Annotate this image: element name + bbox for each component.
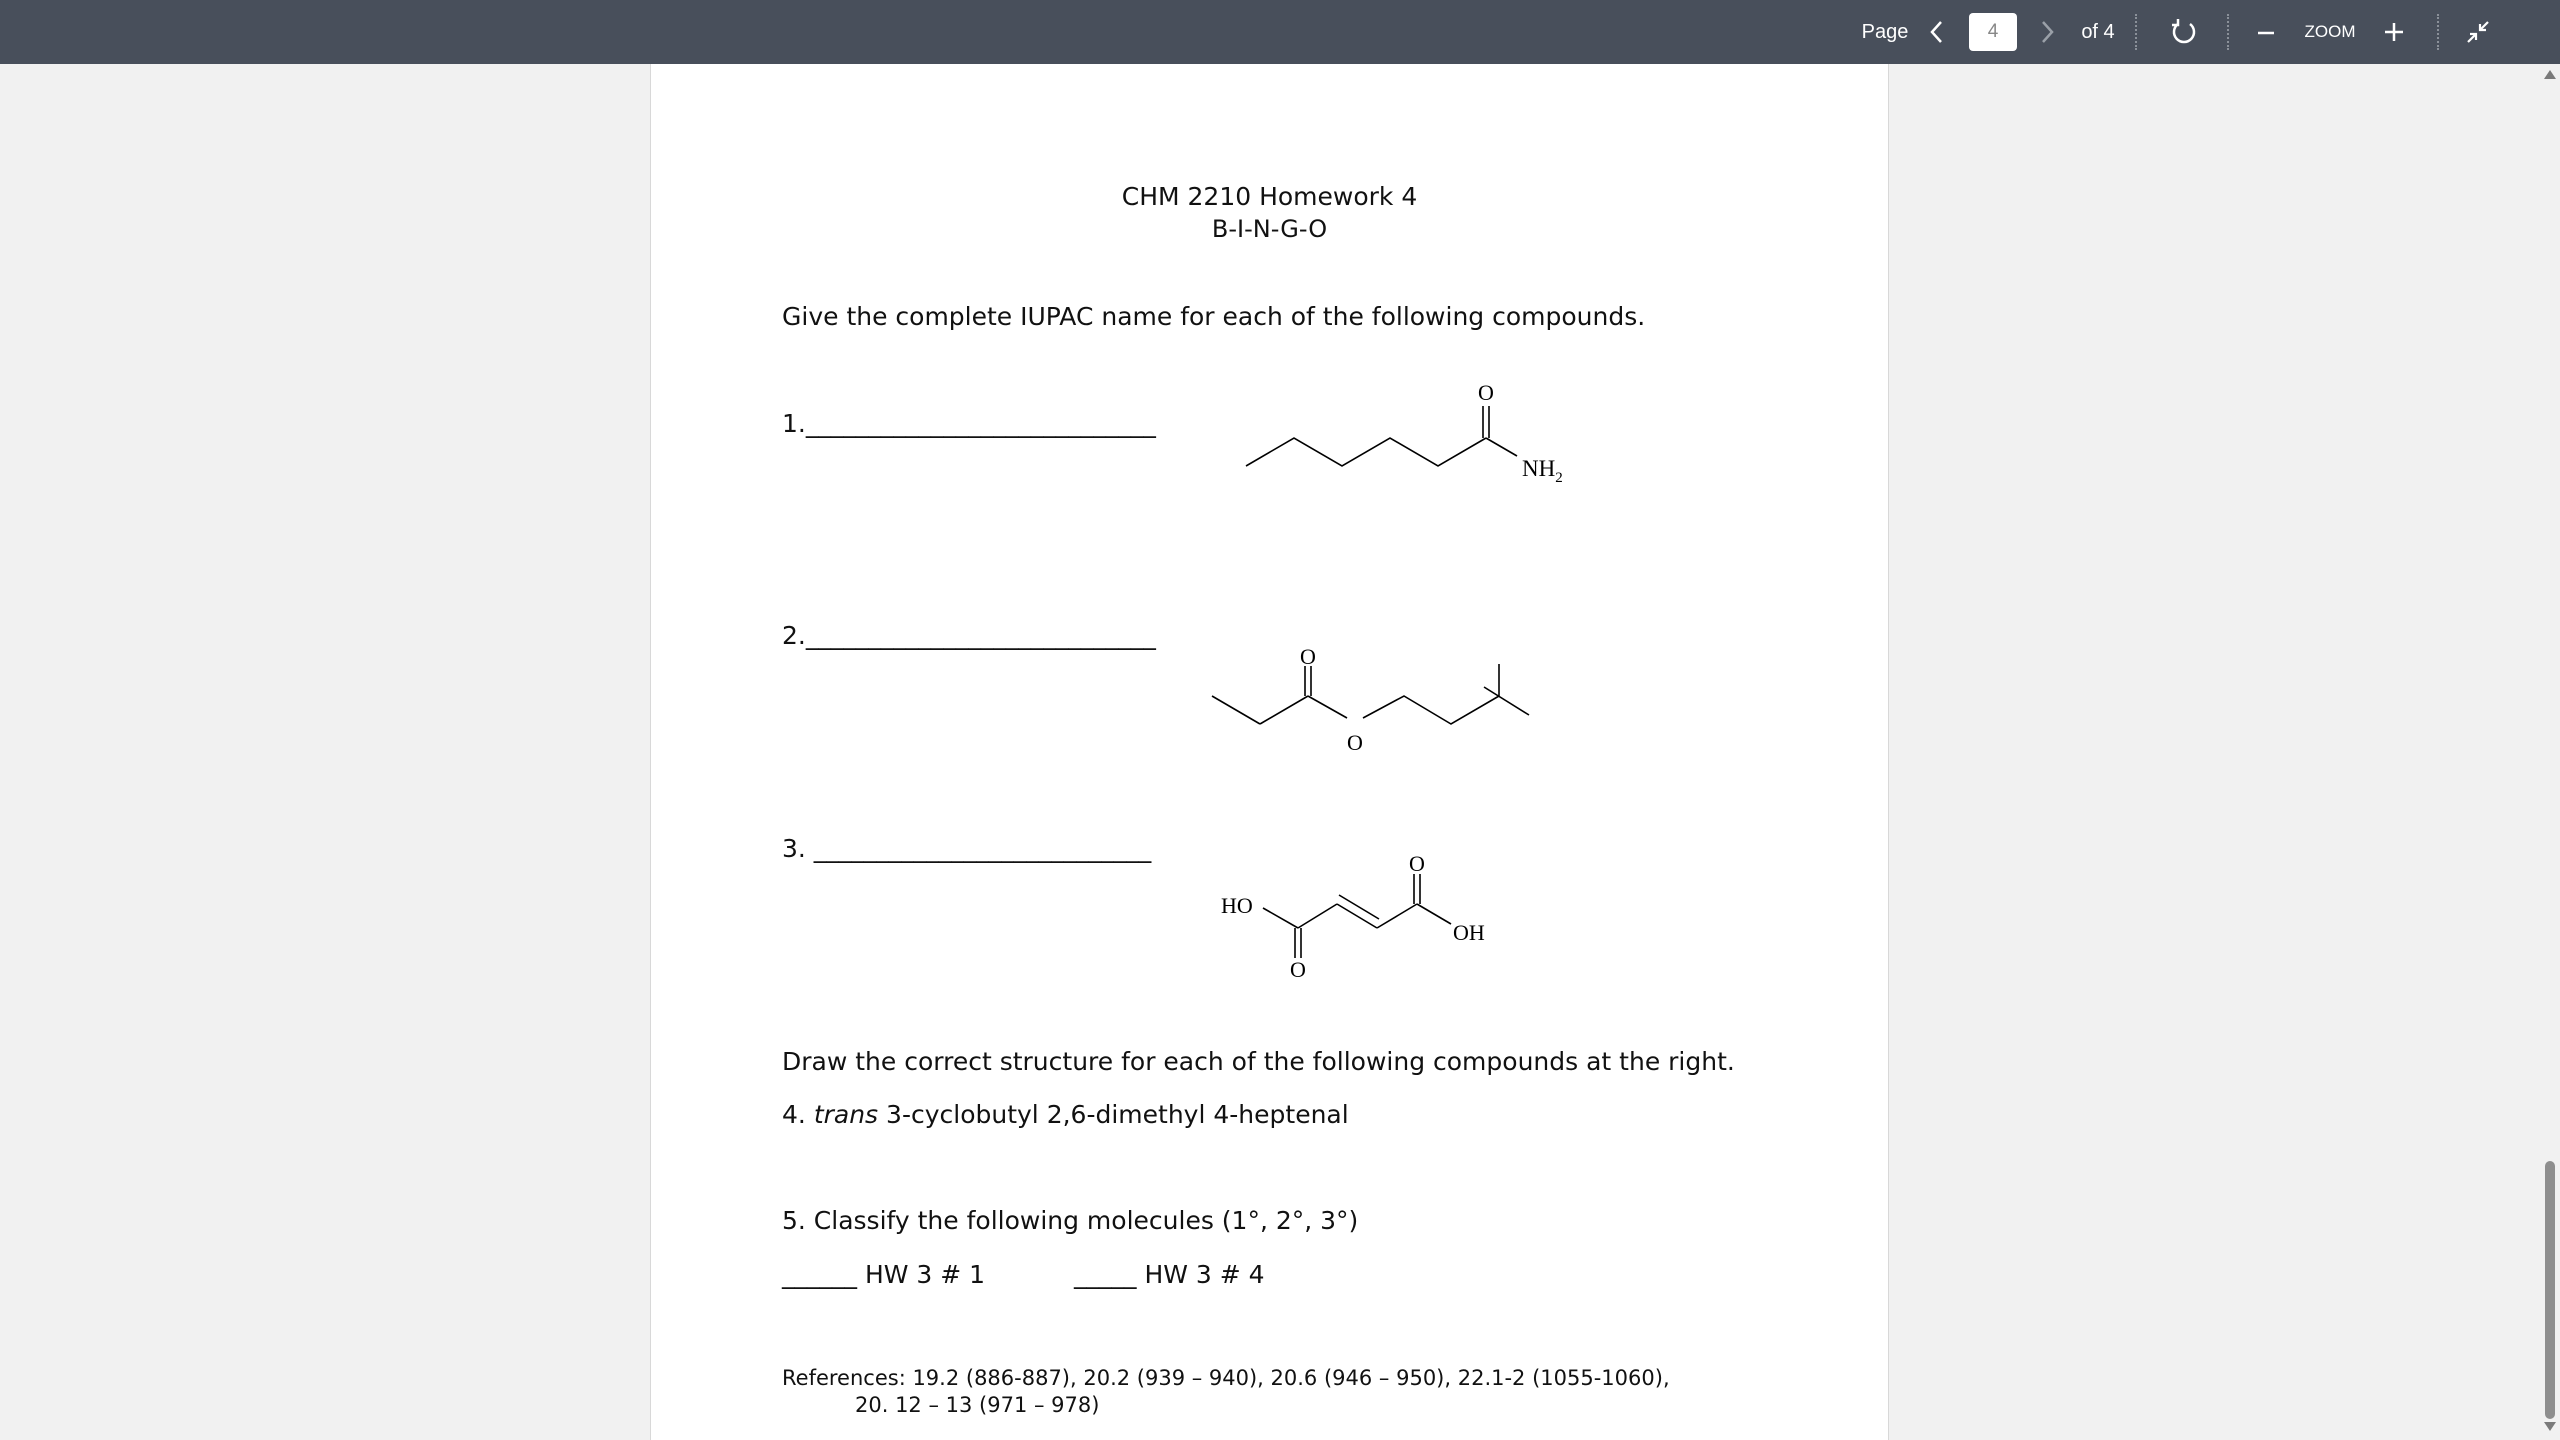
pdf-toolbar: [0, 0, 2560, 64]
collapse-icon: [2465, 19, 2491, 45]
chevron-right-icon: [2039, 19, 2055, 45]
page-count: of 4: [2081, 20, 2115, 43]
oxygen-label: O: [1478, 380, 1494, 405]
page-number-input[interactable]: [1969, 13, 2017, 51]
pdf-page: [650, 64, 1889, 1440]
question-1: 1.____________________________: [782, 409, 1156, 438]
toolbar-divider: [2227, 14, 2229, 50]
amine-label: $NH_2$: [1522, 456, 1563, 486]
scroll-up-icon[interactable]: [2544, 70, 2556, 79]
zoom-in-button[interactable]: [2378, 0, 2410, 64]
instruction-iupac: Give the complete IUPAC name for each of the following compounds.: [782, 302, 1646, 331]
references-line-2: 20. 12 – 13 (971 – 978): [855, 1393, 1100, 1417]
hydroxyl-label: OH: [1453, 920, 1485, 945]
rotate-icon: [2169, 17, 2199, 47]
prev-page-button[interactable]: [1922, 0, 1952, 64]
document-title: CHM 2210 Homework 4: [1121, 182, 1418, 211]
scroll-down-icon[interactable]: [2544, 1422, 2556, 1431]
compound-3-structure: [1211, 844, 1531, 1024]
ester-oxygen-label: O: [1347, 730, 1363, 755]
question-3: 3. ___________________________: [782, 834, 1152, 863]
hydroxyl-label: HO: [1221, 893, 1253, 918]
zoom-label: ZOOM: [2304, 22, 2356, 41]
oxygen-label: O: [1300, 644, 1316, 669]
question-5b: _____ HW 3 # 4: [1074, 1260, 1265, 1289]
scrollbar-thumb[interactable]: [2545, 1161, 2555, 1419]
toolbar-divider: [2437, 14, 2439, 50]
rotate-button[interactable]: [2164, 0, 2204, 64]
next-page-button[interactable]: [2032, 0, 2062, 64]
oxygen-label: O: [1290, 957, 1306, 982]
page-label: Page: [1861, 20, 1909, 43]
question-5: 5. Classify the following molecules (1°, 2°, 3°): [782, 1206, 1359, 1235]
chevron-left-icon: [1929, 19, 1945, 45]
collapse-button[interactable]: [2460, 0, 2496, 64]
references-line-1: References: 19.2 (886-887), 20.2 (939 – 940), 20.6 (946 – 950), 22.1-2 (1055-1060),: [782, 1366, 1670, 1390]
question-2: 2.____________________________: [782, 621, 1156, 650]
compound-2-structure: [1201, 574, 1521, 754]
question-4: 4. trans 3-cyclobutyl 2,6-dimethyl 4-heptenal: [782, 1100, 1349, 1129]
plus-icon: [2383, 21, 2405, 43]
question-5a: ______ HW 3 # 1: [782, 1260, 986, 1289]
oxygen-label: O: [1409, 851, 1425, 876]
minus-icon: [2256, 22, 2276, 42]
toolbar-divider: [2135, 14, 2137, 50]
zoom-out-button[interactable]: [2250, 0, 2282, 64]
vertical-scrollbar[interactable]: [2540, 64, 2560, 1440]
instruction-draw: Draw the correct structure for each of the following compounds at the right.: [782, 1047, 1735, 1076]
document-subtitle: B-I-N-G-O: [1211, 215, 1328, 243]
compound-1-structure: [1231, 364, 1563, 494]
